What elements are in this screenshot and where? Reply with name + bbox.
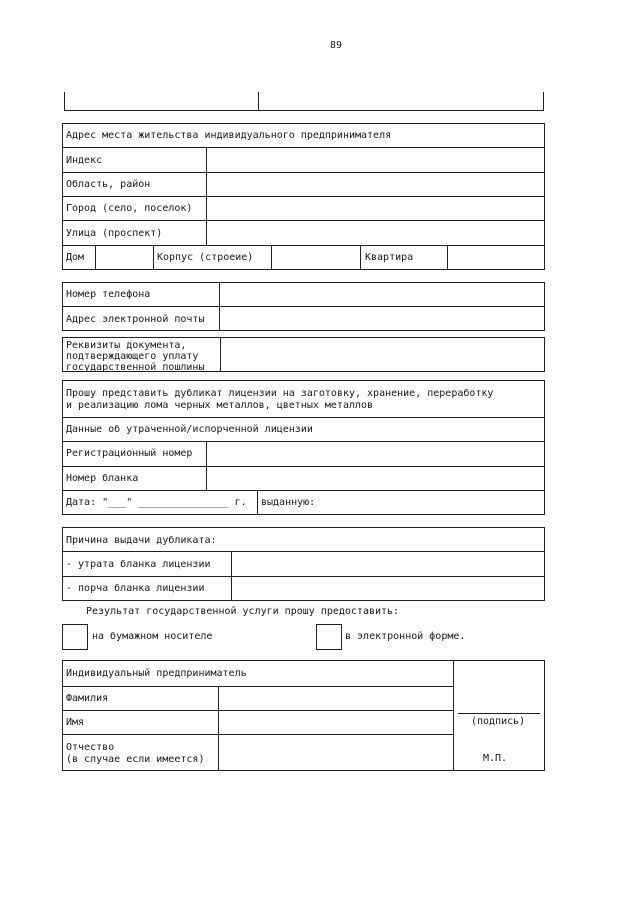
form-number-label: Номер бланка [66, 473, 139, 484]
city-field[interactable] [207, 197, 544, 219]
signature-caption: (подпись) [471, 716, 526, 727]
index-field[interactable] [207, 148, 544, 171]
issued-label: выданную: [261, 497, 316, 508]
page-number: 89 [330, 40, 343, 51]
building-field[interactable] [272, 246, 359, 269]
payment-field[interactable] [221, 338, 544, 371]
name-field[interactable] [219, 711, 452, 733]
region-field[interactable] [207, 173, 544, 195]
payment-label-line2: подтверждающего уплату [66, 351, 199, 362]
issued-field[interactable] [330, 491, 544, 514]
surname-field[interactable] [219, 687, 452, 709]
reg-number-label: Регистрационный номер [66, 448, 193, 459]
entrepreneur-title: Индивидуальный предприниматель [66, 668, 247, 679]
phone-field[interactable] [220, 283, 544, 305]
apartment-label: Квартира [365, 252, 414, 263]
lost-license-label: Данные об утраченной/испорченной лицензии [66, 424, 313, 435]
electronic-checkbox[interactable] [316, 624, 342, 650]
email-label: Адрес электронной почты [66, 314, 205, 325]
building-label: Корпус (строеие) [157, 252, 254, 263]
stamp-label: М.П. [483, 753, 508, 764]
result-prompt: Результат государственной услуги прошу предоставить: [86, 606, 400, 617]
reason-title: Причина выдачи дубликата: [66, 535, 217, 546]
form-number-field[interactable] [207, 467, 544, 489]
city-label: Город (село, поселок) [66, 203, 193, 214]
reason-loss-field[interactable] [232, 552, 544, 575]
paper-checkbox[interactable] [62, 624, 88, 650]
apartment-field[interactable] [448, 246, 544, 269]
signature-field[interactable] [458, 690, 540, 712]
phone-label: Номер телефона [66, 289, 151, 300]
reason-loss-label: - утрата бланка лицензии [66, 559, 211, 570]
street-label: Улица (проспект) [66, 228, 163, 239]
reason-damage-field[interactable] [232, 577, 544, 600]
region-label: Область, район [66, 179, 151, 190]
reg-number-field[interactable] [207, 442, 544, 465]
request-text-line1: Прошу представить дубликат лицензии на заготовку, хранение, переработку [66, 388, 494, 399]
patronymic-label-line1: Отчество [66, 742, 115, 753]
request-text-line2: и реализацию лома черных металлов, цветных металлов [66, 400, 374, 411]
payment-label-line3: государственной пошлины [66, 362, 205, 373]
house-label: Дом [66, 252, 85, 263]
address-title: Адрес места жительства индивидуального предпринимателя [66, 130, 392, 141]
payment-label-line1: Реквизиты документа, [66, 340, 187, 351]
paper-option-label: на бумажном носителе [92, 631, 213, 642]
index-label: Индекс [66, 155, 103, 166]
patronymic-field[interactable] [219, 735, 452, 770]
name-label: Имя [66, 717, 85, 728]
reason-damage-label: - порча бланка лицензии [66, 583, 205, 594]
surname-label: Фамилия [66, 693, 109, 704]
email-field[interactable] [220, 307, 544, 330]
electronic-option-label: в электронной форме. [345, 631, 466, 642]
patronymic-label-line2: (в случае если имеется) [66, 754, 205, 765]
street-field[interactable] [207, 221, 544, 244]
house-field[interactable] [96, 246, 152, 269]
date-label[interactable]: Дата: "___" _______________ г. [66, 497, 247, 508]
